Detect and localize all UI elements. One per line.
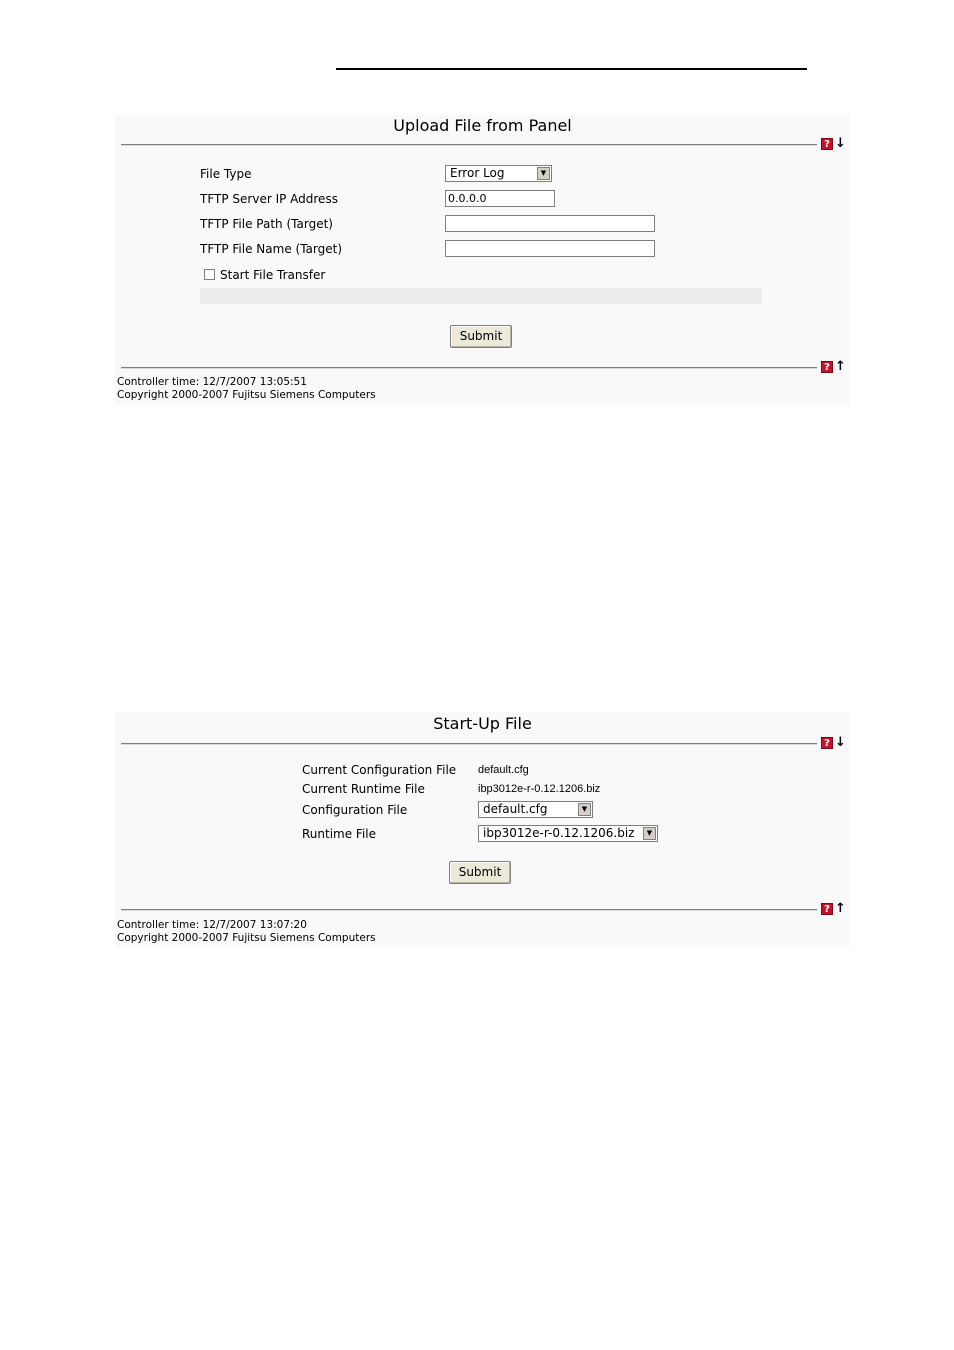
- controller-time: Controller time: 12/7/2007 13:05:51: [117, 376, 307, 388]
- header-divider: [121, 743, 817, 745]
- submit-button[interactable]: Submit: [449, 861, 511, 884]
- config-file-value: default.cfg: [483, 802, 548, 816]
- footer-icons: [821, 903, 851, 917]
- help-icon[interactable]: ?: [821, 903, 833, 915]
- upload-file-panel: [115, 115, 850, 405]
- file-type-value: Error Log: [450, 166, 505, 180]
- controller-time: Controller time: 12/7/2007 13:07:20: [117, 919, 307, 931]
- runtime-file-value: ibp3012e-r-0.12.1206.biz: [483, 826, 635, 840]
- startup-file-panel: [115, 712, 850, 947]
- chevron-down-icon[interactable]: ▼: [643, 827, 656, 840]
- page-title: Upload File from Panel: [393, 116, 572, 135]
- tftp-name-label: TFTP File Name (Target): [200, 242, 343, 256]
- submit-button[interactable]: Submit: [450, 325, 512, 348]
- tftp-name-input[interactable]: [445, 240, 655, 257]
- file-type-label: File Type: [200, 167, 252, 181]
- arrow-down-icon[interactable]: ↓: [835, 735, 846, 750]
- config-file-label: Configuration File: [302, 803, 408, 817]
- help-icon[interactable]: ?: [821, 138, 833, 150]
- config-file-select[interactable]: [478, 801, 593, 818]
- current-runtime-label: Current Runtime File: [302, 782, 425, 796]
- footer-divider: [121, 909, 817, 911]
- header-icons: [821, 737, 851, 751]
- tftp-ip-label: TFTP Server IP Address: [200, 192, 338, 206]
- start-transfer-label: Start File Transfer: [220, 268, 326, 282]
- help-icon[interactable]: ?: [821, 737, 833, 749]
- help-icon[interactable]: ?: [821, 361, 833, 373]
- header-divider: [121, 144, 817, 146]
- chevron-down-icon[interactable]: ▼: [537, 167, 550, 180]
- tftp-path-input[interactable]: [445, 215, 655, 232]
- copyright: Copyright 2000-2007 Fujitsu Siemens Computers: [117, 932, 376, 944]
- transfer-status-bar: [200, 288, 762, 304]
- copyright: Copyright 2000-2007 Fujitsu Siemens Computers: [117, 389, 376, 401]
- chevron-down-icon[interactable]: ▼: [578, 803, 591, 816]
- footer-divider: [121, 367, 817, 369]
- runtime-file-select[interactable]: [478, 825, 658, 842]
- current-config-label: Current Configuration File: [302, 763, 457, 777]
- arrow-down-icon[interactable]: ↓: [835, 136, 846, 151]
- file-type-select[interactable]: [445, 165, 552, 182]
- runtime-file-label: Runtime File: [302, 827, 377, 841]
- tftp-ip-input[interactable]: 0.0.0.0: [445, 190, 555, 207]
- top-divider: [336, 68, 807, 70]
- arrow-up-icon[interactable]: ↑: [835, 359, 846, 374]
- start-transfer-checkbox[interactable]: [204, 269, 215, 280]
- footer-icons: [821, 361, 851, 375]
- arrow-up-icon[interactable]: ↑: [835, 901, 846, 916]
- header-icons: [821, 138, 851, 152]
- page-title: Start-Up File: [433, 714, 532, 733]
- current-config-value: default.cfg: [478, 764, 529, 776]
- tftp-path-label: TFTP File Path (Target): [200, 217, 333, 231]
- current-runtime-value: ibp3012e-r-0.12.1206.biz: [478, 783, 601, 795]
